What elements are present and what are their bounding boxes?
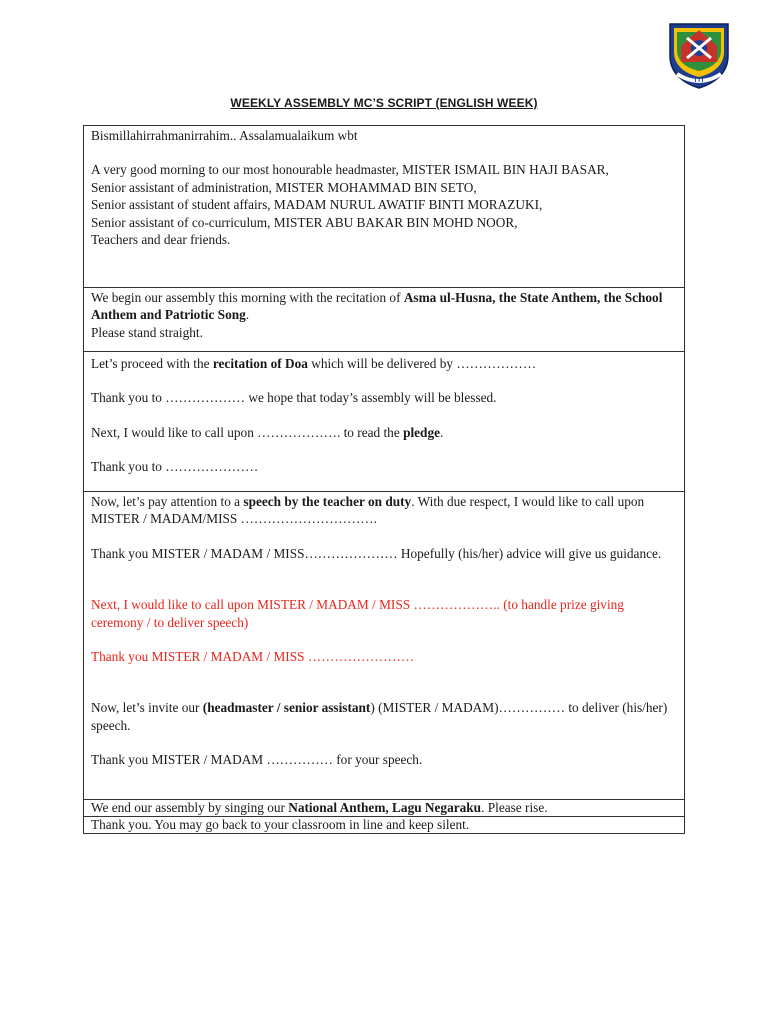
script-table <box>83 125 685 834</box>
greeting-cocurriculum: Senior assistant of co-curriculum, MISTER ABU BAKAR BIN MOHD NOOR, <box>91 214 518 230</box>
bold-span: (headmaster / senior assistant <box>202 700 371 716</box>
headmaster-speech-text <box>91 699 678 734</box>
bold-span: recitation of Doa <box>212 356 308 371</box>
doa-pledge-cell <box>84 352 685 492</box>
text-span: ) (MISTER / MADAM)…………… to deliver (his/her) speech. <box>91 700 668 733</box>
table-row <box>84 800 685 817</box>
text-span: Next, I would like to call upon ………………. to read the <box>91 424 404 440</box>
pledge-text <box>91 424 678 441</box>
table-row <box>84 352 685 492</box>
closing-text: Thank you. You may go back to your classroom in line and keep silent. <box>91 817 470 832</box>
text-span: . Please rise. <box>481 800 548 815</box>
bold-span: Asma ul-Husna, the State Anthem, the School Anthem and Patriotic Song <box>91 290 663 323</box>
anthem-text <box>91 800 678 816</box>
doa-thanks-text: Thank you to ……………… we hope that today’s assembly will be blessed. <box>91 390 497 406</box>
text-span: . <box>245 307 250 323</box>
table-row <box>84 126 685 288</box>
text-span: Let’s proceed with the <box>91 356 213 371</box>
svg-text:I I I: I I I <box>694 78 704 84</box>
greeting-student-affairs: Senior assistant of student affairs, MADAM NURUL AWATIF BINTI MORAZUKI, <box>91 197 543 213</box>
doa-text <box>91 355 678 372</box>
text-span: Now, let’s pay attention to a <box>91 494 244 509</box>
duty-teacher-thanks-text: Thank you MISTER / MADAM / MISS………………… Hopefully (his/her) advice will give us guidance. <box>91 545 662 561</box>
recitation-text <box>91 289 678 324</box>
text-span: Now, let’s invite our <box>91 700 203 716</box>
page-title: WEEKLY ASSEMBLY MC’S SCRIPT (ENGLISH WEEK) <box>230 96 538 110</box>
opening-salam: Bismillahirrahmanirrahim.. Assalamualaikum wbt <box>91 128 358 143</box>
greeting-admin: Senior assistant of administration, MISTER MOHAMMAD BIN SETO, <box>91 179 477 195</box>
table-row <box>84 817 685 834</box>
bold-span: National Anthem, Lagu Negaraku <box>288 800 482 815</box>
speech-cell <box>84 492 685 800</box>
prize-giving-thanks-text: Thank you MISTER / MADAM / MISS …………………… <box>91 649 415 665</box>
prize-giving-text: Next, I would like to call upon MISTER / MADAM / MISS ……………….. (to handle prize giving ceremony / to deliver speech) <box>91 597 624 630</box>
table-row <box>84 492 685 800</box>
text-span: . <box>440 424 444 440</box>
opening-greeting-cell <box>84 126 685 288</box>
text-span: We end our assembly by singing our <box>91 800 289 815</box>
recitation-cell <box>84 288 685 352</box>
bold-span: speech by the teacher on duty <box>243 494 412 509</box>
stand-straight-text: Please stand straight. <box>91 324 203 340</box>
duty-teacher-text <box>91 493 678 528</box>
anthem-cell <box>84 800 685 817</box>
closing-cell <box>84 817 685 834</box>
bold-span: pledge <box>403 424 440 440</box>
text-span: . With due respect, I would like to call upon MISTER / MADAM/MISS …………………………. <box>91 494 645 527</box>
greeting-headmaster: A very good morning to our most honourable headmaster, MISTER ISMAIL BIN HAJI BASAR, <box>91 162 609 178</box>
pledge-thanks-text: Thank you to ………………… <box>91 459 259 475</box>
text-span: We begin our assembly this morning with the recitation of <box>91 290 404 305</box>
greeting-teachers: Teachers and dear friends. <box>91 232 231 248</box>
text-span: which will be delivered by ……………… <box>307 356 537 371</box>
headmaster-thanks-text: Thank you MISTER / MADAM …………… for your speech. <box>91 752 423 768</box>
school-crest-icon <box>667 22 731 90</box>
table-row <box>84 288 685 352</box>
